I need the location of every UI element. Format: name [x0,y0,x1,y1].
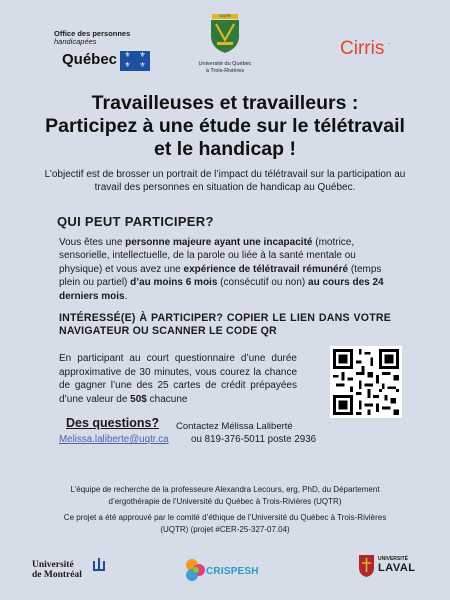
cirris-dot-icon: · [387,38,391,49]
oph-line2: handicapées [54,37,97,46]
intro-paragraph: L’objectif est de brosser un portrait de l’impact du télétravail sur la participation au travail des personnes en situation de handicap au Québec. [44,169,406,193]
crispesh-logo [184,555,274,587]
who-b2: expérience de télétravail rémunéré [183,263,349,275]
cirris-logo [340,38,391,60]
cta-heading: INTÉRESSÉ(E) À PARTICIPER? COPIER LE LIEN DANS VOTRE NAVIGATEUR OU SCANNER LE CODE QR [59,312,391,337]
uqtr-logo [185,14,265,75]
research-team-paragraph: L’équipe de recherche de la professeure Alexandra Lecours, erg, PhD, du Département d’ergothérapie de l’Université du Québec à Trois-Rivières (UQTR) [70,485,380,506]
laval-name: LAVAL [378,562,416,574]
who-b4: au cours des 24 derniers mois [59,277,384,302]
cirris-wordmark: Cirris [340,38,385,59]
participate-tail: chacune [146,393,188,405]
prize-amount: 50$ [130,393,147,405]
title-line3: et le handicap ! [154,138,296,160]
who-p1: Vous êtes une [59,237,126,248]
udem-logo [32,560,112,580]
participate-text: En participant au court questionnaire d’une durée approximative de 30 minutes, vous courez la chance de gagner l’une des 25 cartes de crédit prépayées d’une valeur de [59,353,297,405]
laval-logo [358,552,418,582]
contact-phone: ou 819-376-5011 poste 2936 [191,434,317,445]
laval-top: UNIVERSITÉ [378,556,409,562]
udem-line2: de Montréal [32,570,82,580]
uqtr-name-line2: à Trois-Rivières [205,68,245,74]
who-p5: . [124,290,128,302]
contact-email-link[interactable]: Melissa.laliberte@uqtr.ca [59,434,169,445]
oph-line1: Office des personnes [54,29,131,38]
crispesh-logo-icon [184,557,206,583]
participate-paragraph [59,352,297,406]
who-p4: (consécutif ou non) [217,277,309,289]
oph-logo [54,29,164,69]
page-title [20,92,430,161]
ethics-approval-paragraph: Ce projet a été approuvé par le comité d’éthique de l’Université du Québec à Trois-Rivières (UQTR) (projet #CER-25-327-07.04) [63,513,387,534]
uqtr-abbr: UQTR [219,13,231,18]
laval-crest-icon [358,554,375,578]
eligibility-paragraph [59,236,391,303]
who-p3: (temps plein ou partiel) [59,263,382,289]
quebec-flag-icon: ⚜ ⚜ ⚜ ⚜ [120,51,150,71]
qr-code[interactable] [330,346,402,418]
udem-logo-icon [92,558,106,572]
udem-line1: Université [32,560,74,570]
title-line2: Participez à une étude sur le télétravail [45,115,405,137]
questions-heading: Des questions? [66,416,160,430]
title-line1: Travailleuses et travailleurs : [91,92,359,114]
crispesh-name: CRISPESH [206,566,259,577]
oph-quebec: Québec [62,51,118,68]
who-b1: personne majeure ayant une incapacité [125,237,313,248]
uqtr-name-line1: Université du Québec [198,61,252,67]
who-p2: (motrice, sensorielle, intellectuelle, de la parole ou liée à la santé mentale ou physique) et vous avez une [59,237,356,275]
who-heading: QUI PEUT PARTICIPER? [57,214,214,229]
who-b3: d’au moins 6 mois [130,277,218,289]
contact-name: Contactez Mélissa Laliberté [176,421,293,432]
uqtr-shield-icon [208,14,242,54]
